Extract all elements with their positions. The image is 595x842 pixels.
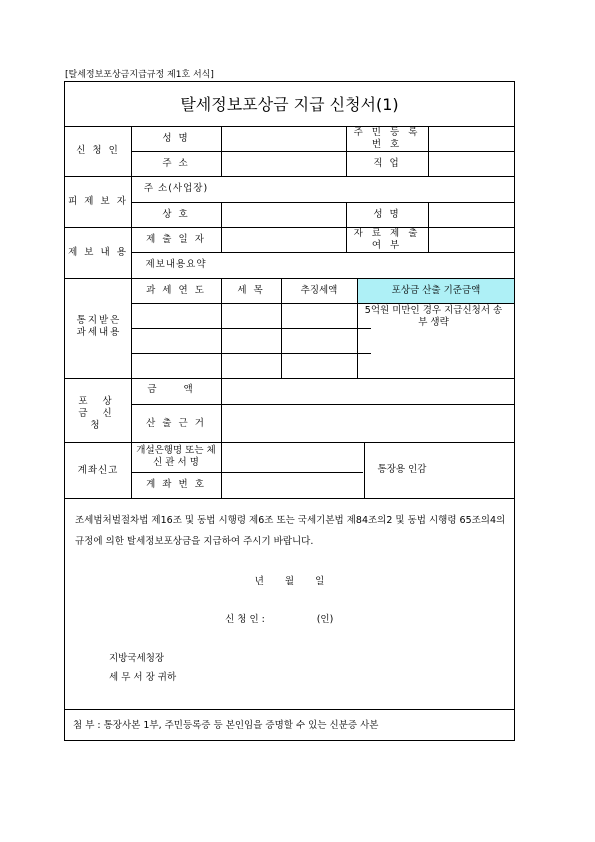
applicant-address-label: 주 소 — [162, 158, 190, 169]
attachment-note: 첨 부 : 통장사본 1부, 주민등록증 등 본인임을 증명할 수 있는 신분증 사본 — [73, 720, 379, 731]
rule — [428, 202, 429, 227]
rule — [65, 378, 514, 379]
applicant-name-label: 성 명 — [162, 133, 190, 144]
tax-section-label: 통지받은 과세내용 — [76, 315, 122, 338]
report-docs-label: 자 료 제 출 여 부 — [353, 228, 421, 251]
reported-trade-name-label: 상 호 — [162, 209, 190, 220]
reward-amount-label: 금 액 — [147, 384, 205, 395]
rule — [221, 227, 222, 253]
addressee-tax-office: 세 무 서 장 귀하 — [109, 672, 177, 683]
account-seal-label: 통장용 인감 — [377, 464, 427, 475]
signer-label: 신 청 인 : — [225, 614, 265, 625]
form-number-note: [탈세정보포상금지급규정 제1호 서식] — [65, 70, 214, 80]
rule — [65, 498, 514, 499]
rule — [221, 442, 222, 498]
report-summary-label: 제보내용요약 — [145, 259, 207, 270]
rule — [131, 472, 363, 473]
rule — [428, 227, 429, 253]
rule — [131, 404, 514, 405]
rule — [221, 202, 222, 227]
rule — [131, 202, 514, 203]
rule — [428, 126, 429, 177]
tax-amount-header: 추징세액 — [300, 285, 338, 296]
rule — [65, 709, 514, 710]
account-section-label: 계좌신고 — [77, 465, 119, 476]
signer-seal-mark: (인) — [316, 614, 334, 625]
application-form — [64, 81, 515, 741]
rule — [131, 151, 514, 152]
rule — [131, 303, 514, 304]
applicant-job-label: 직 업 — [373, 158, 401, 169]
report-section-label: 제 보 내 용 — [68, 247, 128, 258]
rule — [65, 126, 514, 127]
report-date-label: 제 출 일 자 — [146, 234, 206, 245]
reported-address-label: 주 소(사업장) — [143, 183, 209, 194]
account-number-label: 계 좌 번 호 — [146, 479, 206, 490]
rule — [131, 328, 371, 329]
addressee-regional: 지방국세청장 — [109, 653, 165, 664]
rule — [221, 378, 222, 442]
tax-year-header: 과 세 연 도 — [146, 285, 206, 296]
form-title: 탈세정보포상금 지급 신청서(1) — [180, 95, 399, 114]
reward-section-label: 포 상 금 신 청 — [78, 396, 118, 431]
rule — [131, 252, 514, 253]
account-bank-label: 개설은행명 또는 체 신 관 서 명 — [136, 445, 216, 468]
rule — [131, 353, 371, 354]
rule — [65, 442, 514, 443]
reported-section-label: 피 제 보 자 — [68, 196, 128, 207]
rule — [65, 227, 514, 228]
date-line: 년 월 일 — [254, 576, 325, 587]
tax-item-header: 세 목 — [237, 285, 265, 296]
application-statement: 조세범처벌절차법 제16조 및 동법 시행령 제6조 또는 국세기본법 제84조의2 및 동법 시행령 65조의4의 규정에 의한 탈세정보포상금을 지급하여 주시기 바랍니다. — [75, 515, 506, 547]
reward-basis-label: 산 출 근 거 — [146, 418, 206, 429]
reward-base-header: 포상금 산출 기준금액 — [391, 285, 481, 296]
tax-note: 5억원 미만인 경우 지급신청서 송부 생략 — [364, 305, 503, 328]
reported-name-label: 성 명 — [373, 209, 401, 220]
rule — [221, 126, 222, 177]
applicant-rrn-label: 주 민 등 록 번 호 — [353, 127, 421, 150]
rule — [65, 176, 514, 177]
applicant-section-label: 신 청 인 — [76, 145, 120, 156]
